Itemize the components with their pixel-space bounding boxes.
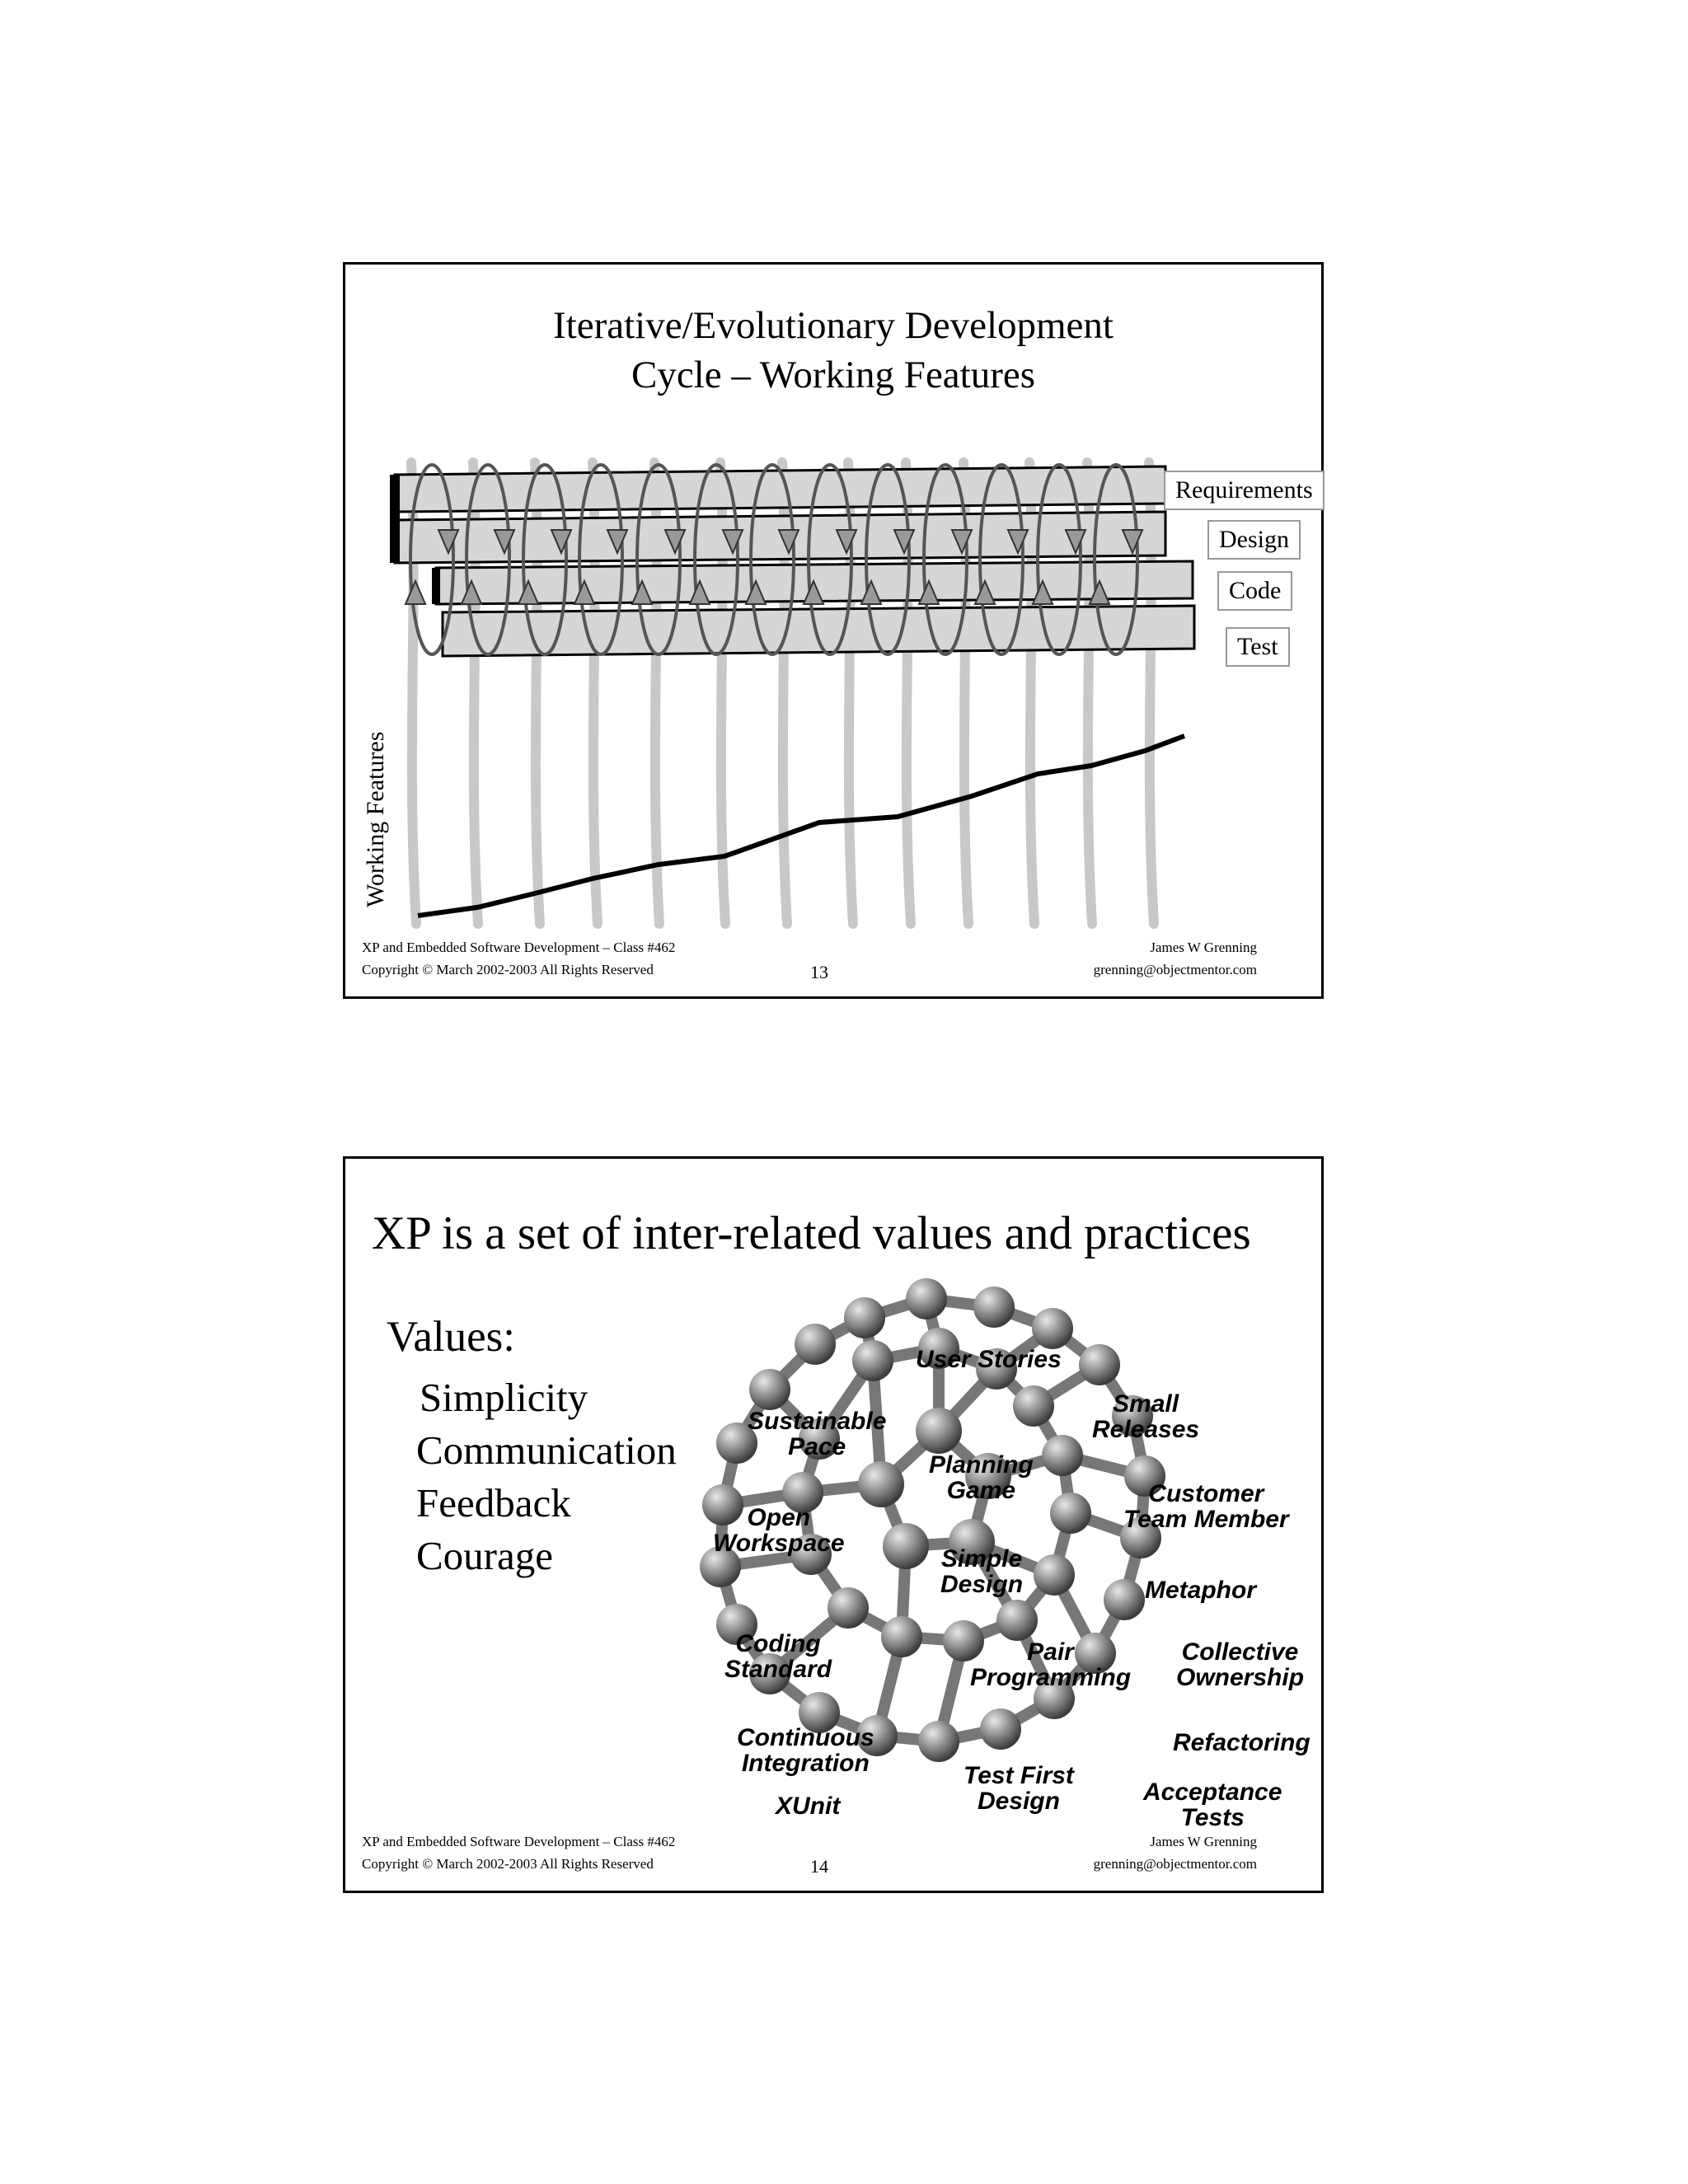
molecule-atom: [1032, 1308, 1073, 1349]
y-axis-label: Working Features: [362, 731, 389, 907]
molecule-atom: [1034, 1554, 1075, 1596]
practice-open-workspace: Open Workspace: [713, 1504, 845, 1557]
molecule-atom: [1013, 1385, 1054, 1427]
molecule-atom: [1050, 1493, 1091, 1534]
footer-email: grenning@objectmentor.com: [1093, 962, 1257, 977]
molecule-atom: [973, 1286, 1015, 1328]
page-number: 13: [810, 962, 828, 982]
footer-author: James W Grenning: [1150, 940, 1257, 955]
molecule-atom: [1104, 1579, 1145, 1620]
molecule-atom: [852, 1340, 893, 1381]
practice-metaphor: Metaphor: [1145, 1577, 1256, 1604]
stage-label-requirements: Requirements: [1164, 471, 1325, 510]
value-feedback: Feedback: [416, 1480, 571, 1526]
molecule-atom: [996, 1600, 1038, 1641]
practice-pair-programming: Pair Programming: [970, 1638, 1132, 1691]
stage-label-test: Test: [1226, 627, 1290, 667]
practice-planning-game: Planning Game: [929, 1451, 1034, 1504]
molecule-atom: [1042, 1435, 1083, 1476]
footer-course: XP and Embedded Software Development – Class #462: [362, 940, 676, 955]
practice-collective-ownership: Collective Ownership: [1176, 1638, 1305, 1691]
molecule-atom: [883, 1523, 929, 1569]
molecule-atom: [795, 1324, 836, 1365]
footer-email: grenning@objectmentor.com: [1093, 1856, 1257, 1872]
molecule-atom: [749, 1369, 790, 1410]
footer-copyright: Copyright © March 2002-2003 All Rights Reserved: [362, 1856, 654, 1872]
value-communication: Communication: [416, 1427, 677, 1473]
value-courage: Courage: [416, 1533, 553, 1578]
practice-continuous-integration: Continuous Integration: [737, 1724, 874, 1777]
practice-acceptance-tests: Acceptance Tests: [1143, 1779, 1282, 1831]
practice-test-first-design: Test First Design: [964, 1762, 1074, 1815]
band-test: [443, 606, 1194, 656]
iterative-cycle-diagram: [345, 265, 1321, 996]
stage-label-code: Code: [1217, 571, 1292, 611]
page-number: 14: [810, 1856, 828, 1877]
molecule-atom: [906, 1278, 947, 1319]
stage-label-design: Design: [1207, 520, 1301, 560]
slide-title-line1: Iterative/Evolutionary Development: [553, 304, 1114, 347]
practice-refactoring: Refactoring: [1173, 1729, 1311, 1756]
molecule-atom: [844, 1297, 885, 1338]
practice-user-stories: User Stories: [916, 1346, 1062, 1373]
molecule-atom: [858, 1461, 904, 1507]
practice-coding-standard: Coding Standard: [724, 1630, 832, 1683]
molecule-atom: [916, 1408, 962, 1454]
footer-author: James W Grenning: [1150, 1834, 1257, 1849]
value-simplicity: Simplicity: [420, 1375, 588, 1420]
slide-title: XP is a set of inter-related values and practices: [372, 1207, 1251, 1259]
slide-title-line2: Cycle – Working Features: [631, 354, 1036, 396]
practice-simple-design: Simple Design: [940, 1545, 1024, 1598]
slide-14: [343, 1156, 1324, 1893]
practice-customer-team-member: Customer Team Member: [1123, 1480, 1289, 1533]
values-heading: Values:: [387, 1313, 516, 1361]
footer-copyright: Copyright © March 2002-2003 All Rights Reserved: [362, 962, 654, 977]
practice-xunit: XUnit: [776, 1793, 841, 1820]
footer-course: XP and Embedded Software Development – Class #462: [362, 1834, 676, 1849]
molecule-atom: [1079, 1344, 1120, 1385]
practice-sustainable-pace: Sustainable Pace: [748, 1408, 887, 1460]
slide-13: [343, 262, 1324, 999]
molecule-atom: [918, 1721, 959, 1762]
practice-small-releases: Small Releases: [1092, 1390, 1200, 1443]
molecule-atom: [980, 1708, 1021, 1750]
molecule-atom: [828, 1587, 869, 1629]
molecule-atom: [881, 1616, 922, 1657]
